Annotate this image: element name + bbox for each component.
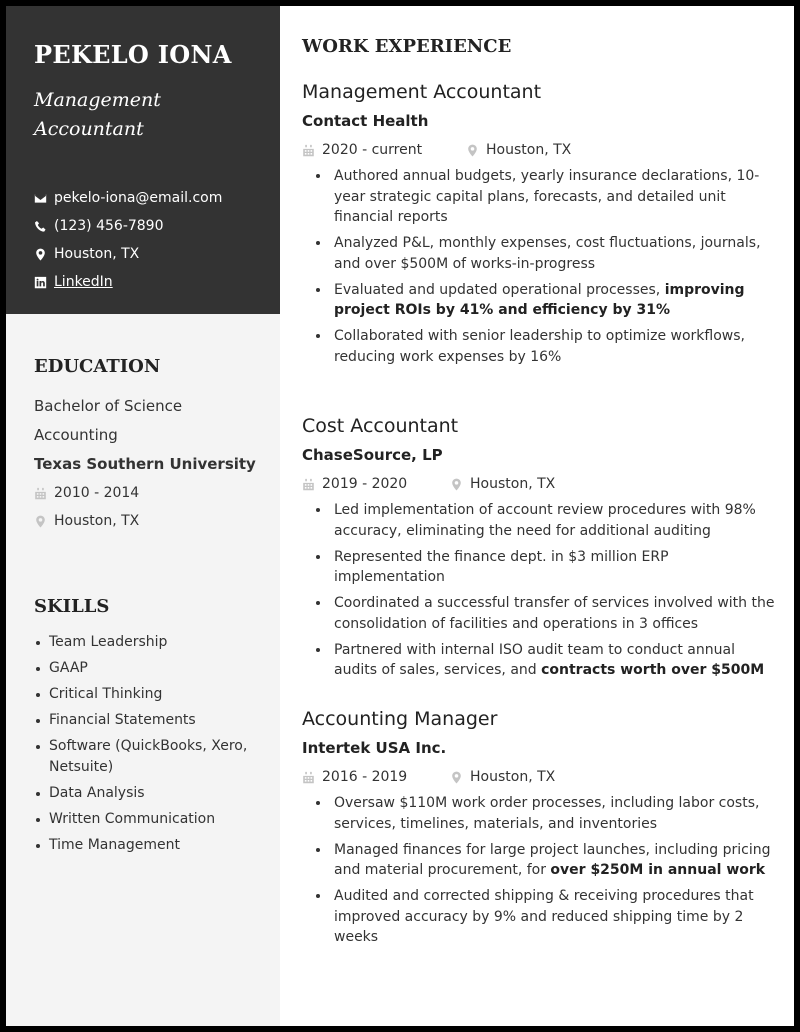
calendar-icon	[302, 771, 315, 784]
education-location	[34, 507, 256, 535]
job-location-text: Houston, TX	[470, 769, 556, 785]
job-bullet: Coordinated a successful transfer of services involved with the consolidation of facilities and operations in 3 offices	[302, 593, 780, 634]
location-pin-icon	[34, 248, 47, 261]
job-role: Accounting Manager	[302, 708, 498, 730]
job-company: ChaseSource, LP	[302, 446, 443, 464]
job-bullet: Managed finances for large project launches, including pricing and material procurement, for over $250M in annual work	[302, 840, 780, 881]
job-bullet: Analyzed P&L, monthly expenses, cost fluctuations, journals, and over $500M of works-in-progress	[302, 233, 780, 274]
job-meta	[302, 763, 780, 791]
education-school: Texas Southern University	[34, 455, 256, 473]
job-bullets	[302, 166, 780, 367]
skill-item: Written Communication	[34, 809, 264, 830]
education-heading: EDUCATION	[34, 356, 161, 377]
job-entry	[302, 78, 780, 373]
job-bullets	[302, 500, 780, 681]
job-bullets	[302, 793, 780, 948]
job-bullet: Evaluated and updated operational processes, improving project ROIs by 41% and efficiency by 31%	[302, 280, 780, 321]
location-text: Houston, TX	[54, 246, 140, 262]
calendar-icon	[302, 478, 315, 491]
job-role: Cost Accountant	[302, 415, 459, 437]
location-pin-icon	[450, 771, 463, 784]
contact-location	[34, 240, 222, 268]
candidate-title: Management Accountant	[34, 89, 161, 140]
job-bullet: Led implementation of account review procedures with 98% accuracy, eliminating the need for additional auditing	[302, 500, 780, 541]
work-experience-heading: WORK EXPERIENCE	[302, 36, 512, 57]
job-bullet: Oversaw $110M work order processes, including labor costs, services, timelines, materials, and inventories	[302, 793, 780, 834]
education-degree: Bachelor of Science	[34, 397, 183, 415]
mail-icon	[34, 192, 47, 205]
linkedin-link[interactable]: LinkedIn	[54, 274, 113, 290]
job-dates-text: 2019 - 2020	[322, 476, 408, 492]
location-pin-icon	[466, 144, 479, 157]
job-location-text: Houston, TX	[470, 476, 556, 492]
job-bullet: Audited and corrected shipping & receiving procedures that improved accuracy by 9% and reduced shipping time by 2 weeks	[302, 886, 780, 948]
job-meta	[302, 470, 780, 498]
job-meta	[302, 136, 780, 164]
job-role: Management Accountant	[302, 81, 542, 103]
contact-email[interactable]	[34, 184, 222, 212]
resume-page	[6, 6, 794, 1026]
skill-item: Software (QuickBooks, Xero, Netsuite)	[34, 736, 264, 778]
education-dates-text: 2010 - 2014	[54, 485, 140, 501]
job-dates-text: 2016 - 2019	[322, 769, 408, 785]
education-field: Accounting	[34, 426, 118, 444]
job-location	[466, 142, 571, 158]
phone-text: (123) 456-7890	[54, 218, 164, 234]
skill-item: Team Leadership	[34, 632, 264, 653]
calendar-icon	[34, 487, 47, 500]
skill-item: Time Management	[34, 835, 264, 856]
job-bullet: Collaborated with senior leadership to optimize workflows, reducing work expenses by 16%	[302, 326, 780, 367]
skills-list	[34, 632, 264, 861]
education-dates	[34, 479, 256, 507]
education-entry	[34, 392, 256, 535]
job-dates	[302, 476, 450, 492]
job-bullet: Partnered with internal ISO audit team to conduct annual audits of sales, services, and contracts worth over $500M	[302, 640, 780, 681]
skills-heading: SKILLS	[34, 596, 110, 617]
contact-info	[34, 184, 222, 296]
sidebar	[6, 6, 280, 1026]
job-company: Intertek USA Inc.	[302, 739, 447, 757]
job-entry	[302, 705, 780, 953]
job-dates-text: 2020 - current	[322, 142, 423, 158]
job-location	[450, 476, 555, 492]
job-dates	[302, 142, 466, 158]
location-pin-icon	[34, 515, 47, 528]
education-location-text: Houston, TX	[54, 513, 140, 529]
job-company: Contact Health	[302, 112, 429, 130]
job-bullet: Authored annual budgets, yearly insurance declarations, 10-year strategic capital plans, forecasts, and detailed unit financial reports	[302, 166, 780, 228]
job-bullet: Represented the finance dept. in $3 million ERP implementation	[302, 547, 780, 588]
skill-item: Financial Statements	[34, 710, 264, 731]
skill-item: Critical Thinking	[34, 684, 264, 705]
location-pin-icon	[450, 478, 463, 491]
phone-icon	[34, 220, 47, 233]
linkedin-icon	[34, 276, 47, 289]
skill-item: Data Analysis	[34, 783, 264, 804]
job-dates	[302, 769, 450, 785]
calendar-icon	[302, 144, 315, 157]
candidate-name: PEKELO IONA	[34, 40, 232, 69]
job-location-text: Houston, TX	[486, 142, 572, 158]
header-box	[6, 6, 280, 314]
skill-item: GAAP	[34, 658, 264, 679]
contact-linkedin[interactable]	[34, 268, 222, 296]
contact-phone[interactable]	[34, 212, 222, 240]
job-entry	[302, 412, 780, 686]
job-location	[450, 769, 555, 785]
email-text: pekelo-iona@email.com	[54, 190, 223, 206]
